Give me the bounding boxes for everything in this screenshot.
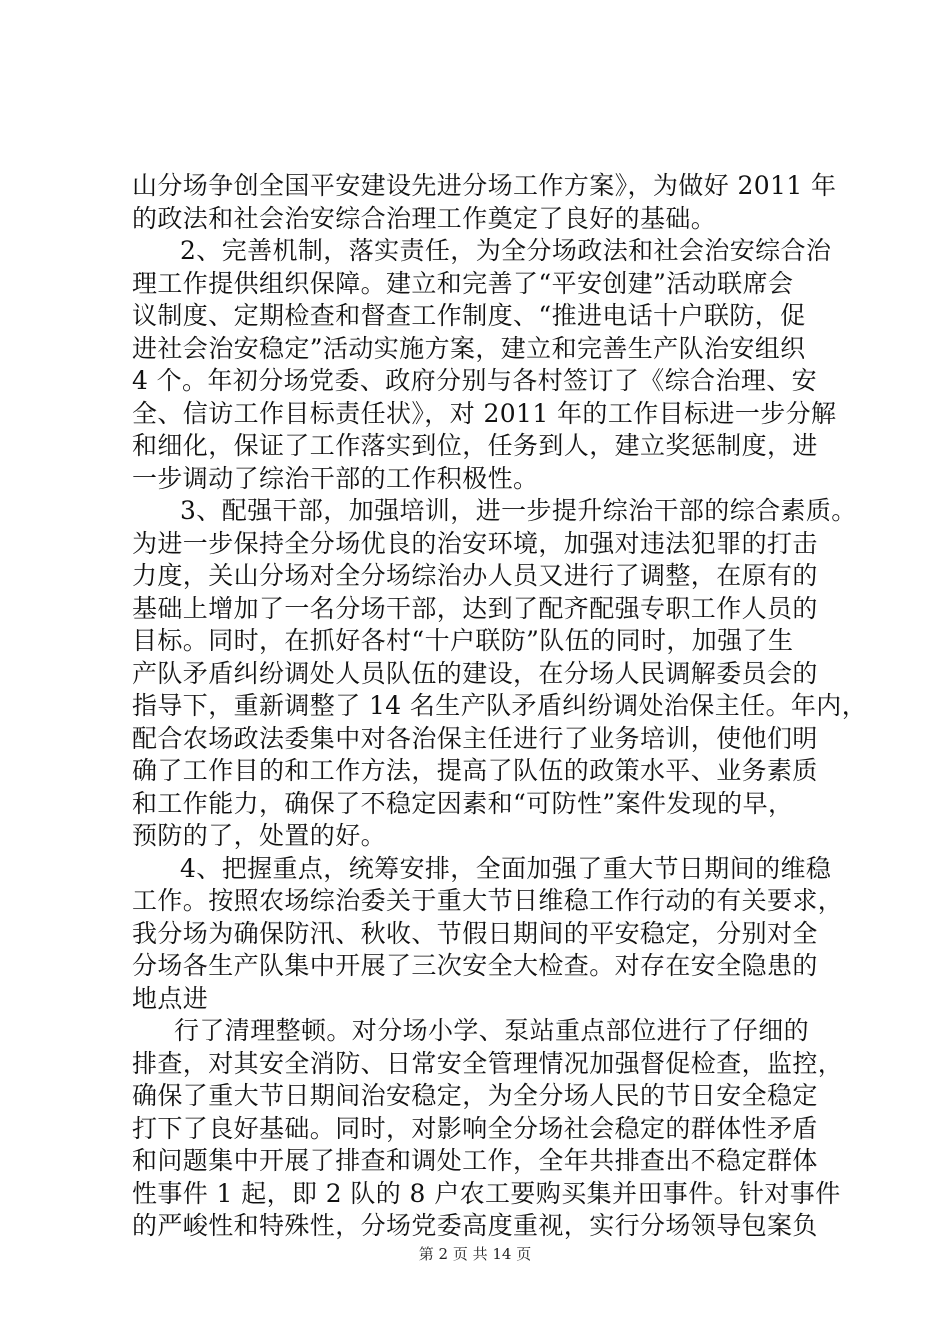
text-line: 和工作能力，确保了不稳定因素和“可防性”案件发现的早，: [132, 788, 794, 818]
paragraph-3-start: 3、配强干部，加强培训，进一步提升综治干部的综合素质。: [180, 496, 857, 525]
paragraph-4-start: 4、把握重点，统筹安排，全面加强了重大节日期间的维稳: [180, 853, 832, 883]
text-line: 排查，对其安全消防、日常安全管理情况加强督促检查，监控，: [132, 1048, 844, 1078]
text-line: 一步调动了综治干部的工作积极性。: [132, 463, 539, 493]
text-line: 确了工作目的和工作方法，提高了队伍的政策水平、业务素质: [132, 756, 818, 785]
text-line: 理工作提供组织保障。建立和完善了“平安创建”活动联席会: [132, 268, 794, 298]
text-line: 山分场争创全国平安建设先进分场工作方案》，为做好 2011 年: [132, 171, 837, 200]
text-line: 打下了良好基础。同时，对影响全分场社会稳定的群体性矛盾: [132, 1113, 818, 1143]
text-line: 我分场为确保防汛、秋收、节假日期间的平安稳定，分别对全: [132, 918, 818, 948]
text-line: 和细化，保证了工作落实到位，任务到人，建立奖惩制度，进: [132, 431, 818, 460]
text-line: 分场各生产队集中开展了三次安全大检查。对存在安全隐患的: [132, 951, 818, 980]
page-number-footer: 第 2 页 共 14 页: [418, 1245, 532, 1263]
text-line: 工作。按照农场综治委关于重大节日维稳工作行动的有关要求，: [132, 886, 844, 915]
text-line: 目标。同时，在抓好各村“十户联防”队伍的同时，加强了生: [132, 626, 794, 655]
text-line: 性事件 1 起，即 2 队的 8 户农工要购买集并田事件。针对事件: [132, 1178, 841, 1208]
paragraph-5-start: 行了清理整顿。对分场小学、泵站重点部位进行了仔细的: [174, 1016, 810, 1045]
text-line: 指导下，重新调整了 14 名生产队矛盾纠纷调处治保主任。年内，: [132, 691, 868, 720]
text-line: 为进一步保持全分场优良的治安环境，加强对违法犯罪的打击: [132, 528, 818, 558]
text-line: 的政法和社会治安综合治理工作奠定了良好的基础。: [132, 203, 717, 233]
text-line: 进社会治安稳定”活动实施方案，建立和完善生产队治安组织: [132, 333, 806, 363]
document-body: [132, 170, 868, 1243]
text-line: 和问题集中开展了排查和调处工作，全年共排查出不稳定群体: [132, 1146, 818, 1175]
text-line: 配合农场政法委集中对各治保主任进行了业务培训，使他们明: [132, 723, 818, 753]
text-line: 全、信访工作目标责任状》，对 2011 年的工作目标进一步分解: [132, 398, 837, 428]
text-line: 4 个。年初分场党委、政府分别与各村签订了《综合治理、安: [132, 366, 818, 395]
text-line: 的严峻性和特殊性，分场党委高度重视，实行分场领导包案负: [132, 1211, 818, 1240]
text-line: 力度，关山分场对全分场综治办人员又进行了调整，在原有的: [132, 561, 818, 590]
text-line: 议制度、定期检查和督查工作制度、“推进电话十户联防，促: [132, 301, 806, 330]
text-line: 确保了重大节日期间治安稳定，为全分场人民的节日安全稳定: [132, 1081, 818, 1110]
text-line: 基础上增加了一名分场干部，达到了配齐配强专职工作人员的: [132, 593, 818, 623]
paragraph-2-start: 2、完善机制，落实责任，为全分场政法和社会治安综合治: [180, 236, 832, 265]
text-line: 地点进: [132, 983, 209, 1013]
text-line: 预防的了，处置的好。: [132, 821, 387, 850]
text-line: 产队矛盾纠纷调处人员队伍的建设，在分场人民调解委员会的: [132, 658, 818, 688]
